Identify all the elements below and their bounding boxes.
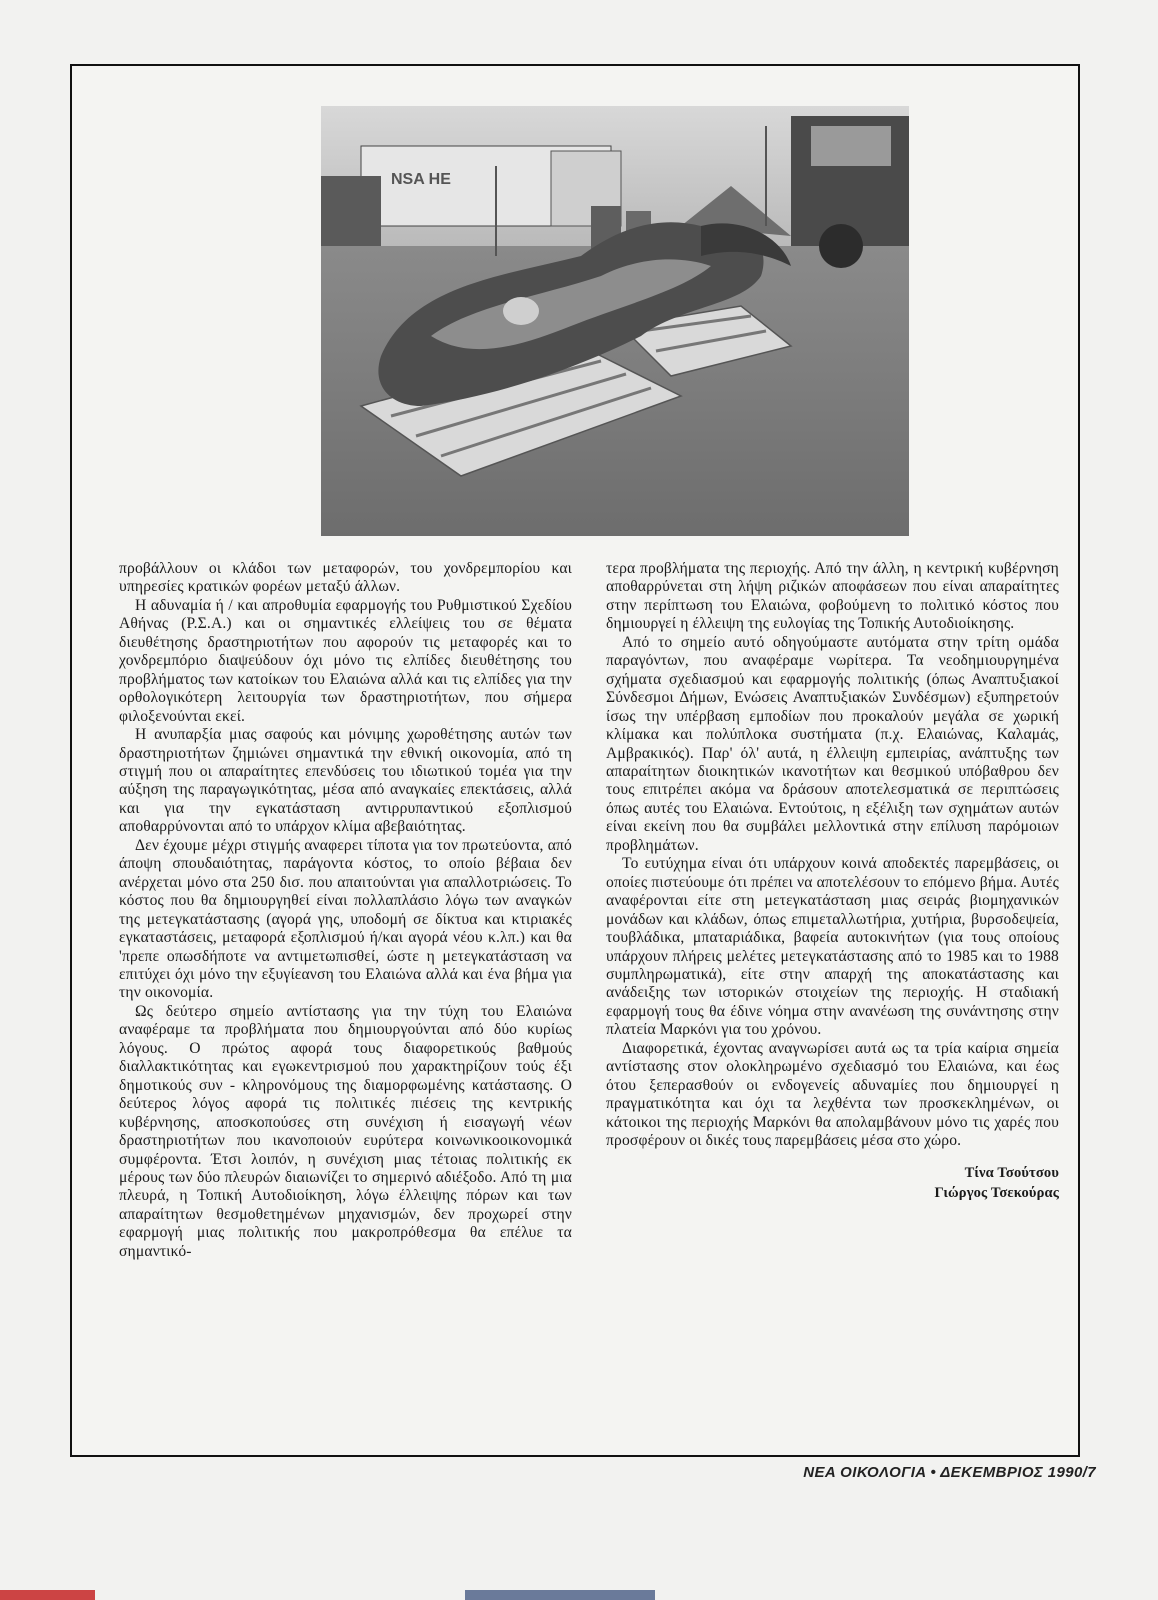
right-paragraph-4: Διαφορετικά, έχοντας αναγνωρίσει αυτά ως τα τρία καίρια σημεία αντίστασης στον ολοκληρωμένο σχεδιασμό του Ελαιώνα, και έως ότου ξεπερασθούν οι ενδογενείς αδυναμίες που δημιουργεί η πραγματικότητα και όχι τα λεχθέντα των προσκεκλημένων, οι κάτοικοι της περιοχής Μαρκόνι θα απολαμβάνουν μόνο τις χαρές που προσφέρουν οι δικές τους παρεμβάσεις μέσα στο χώρο. [606,1039,1059,1150]
left-paragraph-1: προβάλλουν οι κλάδοι των μεταφορών, του χονδρεμπορίου και υπηρεσίες κρατικών φορέων μεταξύ άλλων. [119,560,572,596]
truck-sign: NSA HE [391,171,451,188]
article-photo [321,106,909,536]
left-paragraph-4: Δεν έχουμε μέχρι στιγμής αναφερει τίποτα για τον πρωτεύοντα, από άποψη σπουδαιότητας, παράγοντα κόστος, το οποίο βέβαια δεν ανέρχεται μόνο στα 250 δισ. που απαιτούνται για απαλλοτριώσεις. Το κόστος που θα δημιουργηθεί είναι πολλαπλάσιο λόγω των αναγκών της μετεγκατάστασης (αγορά γης, υποδομή σε δίκτυα και κτιριακές εγκαταστάσεις, μεταφορά εξοπλισμού ή/και αγορά νέου κ.λπ.) και θα 'πρεπε οπωσδήποτε να αντιμετωπισθεί, ώστε η μετεγκατάσταση να επιτύχει όχι μόνο την εξυγίεανση του Ελαιώνα αλλά και ένα βήμα για την οικονομία. [119,836,572,1002]
page-footer: ΝΕΑ ΟΙΚΟΛΟΓΙΑ • ΔΕΚΕΜΒΡΙΟΣ 1990/7 [803,1464,1096,1481]
author-name: Γιώργος Τσεκούρας [934,1184,1059,1201]
left-paragraph-2: Η αδυναμία ή / και απροθυμία εφαρμογής του Ρυθμιστικού Σχεδίου Αθήνας (Ρ.Σ.Α.) και οι σημαντικές ελλείψεις του σε θέματα διευθέτησης δραστηριοτήτων που αφορούν τις μεταφορές και το χονδρεμπόριο διαψεύδουν όχι μόνο τις ελπίδες διευθέτησης του προβλήματος των κατοίκων του Ελαιώνα αλλά και τις ελπίδες για την ορθολογικότερη λειτουργία των δραστηριοτήτων, που σήμερα φιλοξενούνται εκεί. [119,596,572,725]
bottom-edge-decoration [0,1590,95,1600]
bottom-edge-decoration [465,1590,655,1600]
page-frame [70,64,1080,1457]
article-left-column [119,560,572,1261]
photo-graphic [321,106,909,536]
author-signatures [606,1163,1059,1203]
author-name: Τίνα Τσούτσου [964,1164,1059,1181]
left-paragraph-5: Ως δεύτερο σημείο αντίστασης για την τύχη του Ελαιώνα αναφέραμε τα προβλήματα που δημιουργούνται από δύο κυρίως λόγους. Ο πρώτος αφορά τους διαφορετικούς βαθμούς διαλλακτικότητας και εγωκεντρισμού που χαρακτηρίζουν τούς έξι δημοτικούς συν - κληρονόμους της διαμορφωμένης κατάστασης. Ο δεύτερος λόγος αφορά τις πολιτικές πιέσεις της κεντρικής κυβέρνησης, αποσκοπούσες στη συνέχιση ή εισαγωγή νέων δραστηριοτήτων που ικανοποιούν ευρύτερα κοινωνικοοικονομικά συμφέροντα. Έτσι λοιπόν, η συνέχιση μιας τέτοιας πολιτικής εκ μέρους των δύο πλευρών διαιωνίζει το σημερινό αδιέξοδο. Από τη μια πλευρά, η Τοπική Αυτοδιοίκηση, λόγω έλλειψης πόρων και των απαραίτητων θεσμοθετημένων μηχανισμών, δεν προχωρεί στην εφαρμογή μιας πολιτικής που μακροπρόθεσμα θα επέλυε τα σημαντικό- [119,1002,572,1260]
right-paragraph-1: τερα προβλήματα της περιοχής. Από την άλλη, η κεντρική κυβέρνηση αποθαρρύνεται στη λήψη ριζικών αποφάσεων που είναι απαραίτητες στην περίπτωση του Ελαιώνα, φοβούμενη το πολιτικό κόστος που δημιουργεί η έλλειψη της ευλογίας της Τοπικής Αυτοδιοίκησης. [606,560,1059,633]
right-paragraph-3: Το ευτύχημα είναι ότι υπάρχουν κοινά αποδεκτές παρεμβάσεις, οι οποίες πιστεύουμε ότι πρέπει να αποτελέσουν το επόμενο βήμα. Αυτές αναφέρονται είτε στη μετεγκατάσταση μιας σειράς βιομηχανικών μονάδων και κλάδων, όπως επιμεταλλωτήρια, χυτήρια, βυρσοδεψεία, τουβλάδικα, μπαταριάδικα, βαφεία αυτοκινήτων (για τους οποίους υπάρχουν πλήρεις μελέτες μετεγκατάστασης από το 1985 και το 1988 συμπληρωματικά), είτε στην απαρχή της αποκατάστασης και ανάδειξης των ιστορικών στοιχείων της περιοχής. Η σταδιακή εφαρμογή τους θα έδινε νόημα στην ανανέωση της συνάντησης στην πλατεία Μαρκόνι για του χρόνου. [606,855,1059,1039]
left-paragraph-3: Η ανυπαρξία μιας σαφούς και μόνιμης χωροθέτησης αυτών των δραστηριοτήτων ζημιώνει σημαντικά την εθνική οικονομία, από τη στιγμή που οι απαραίτητες επενδύσεις του ιδιωτικού τομέα για την αύξηση της παραγωγικότητας, μέσα από αναγκαίες επεκτάσεις, αλλά και για την εγκατάσταση αντιρρυπαντικού εξοπλισμού αποθαρρύνονται από το υπάρχον κλίμα αβεβαιότητας. [119,726,572,836]
article-right-column [606,560,1059,1203]
right-paragraph-2: Από το σημείο αυτό οδηγούμαστε αυτόματα στην τρίτη ομάδα παραγόντων, που αναφέραμε νωρίτερα. Τα νεοδημιουργημένα σχήματα σχεδιασμού και εφαρμογής πολιτικής (όπως Αναπτυξιακοί Σύνδεσμοι Δήμων, Ενώσεις Αναπτυξιακών Συνδέσμων) εξυπηρετούν ίσως την υπέρβαση εμποδίων που προκαλούν μεγάλα σε χωρική κλίμακα και πολύπλοκα συστήματα (π.χ. Ελαιώνας, Καλαμάς, Αμβρακικός). Παρ' όλ' αυτά, η έλλειψη εμπειρίας, ανάπτυξης των απαραίτητων διοικητικών ικανοτήτων και θεσμικού υπόβαθρου δεν τους επιτρέπει ακόμα να δράσουν αποτελεσματικά σε περιπτώσεις όπως αυτές του Ελαιώνα. Εντούτοις, η εξέλιξη των σχημάτων αυτών είναι εκείνη που θα συμβάλει μελλοντικά στην επίλυση παρόμοιων προβλημάτων. [606,633,1059,854]
